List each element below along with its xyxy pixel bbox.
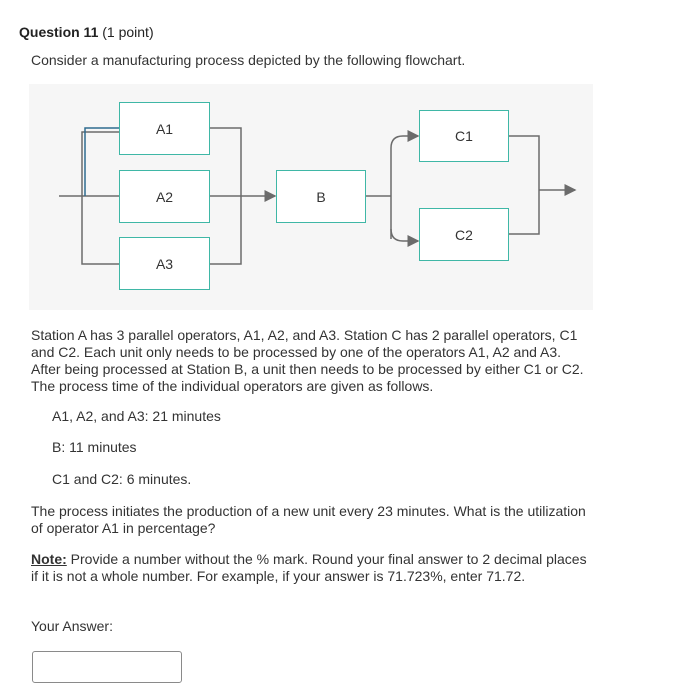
- answer-input[interactable]: [32, 651, 182, 683]
- flowchart: [29, 84, 593, 310]
- highlight-a1-line: [85, 128, 119, 196]
- split-a-line: [82, 132, 119, 264]
- question-title: Question 11: [19, 24, 99, 40]
- note-text: Provide a number without the % mark. Round your final answer to 2 decimal places if it is not a whole number. For example, if your answer is 71.723%, enter 71.72.: [31, 551, 587, 584]
- question-header: [19, 24, 154, 40]
- flowchart-box-c2: C2: [419, 208, 509, 261]
- flowchart-box-a3: A3: [119, 237, 210, 290]
- merge-c-line: [509, 136, 539, 234]
- note: [31, 551, 591, 585]
- task-text: The process initiates the production of a new unit every 23 minutes. What is the utilization of operator A1 in percentage?: [31, 503, 586, 536]
- flowchart-box-a2: A2: [119, 170, 210, 223]
- note-label: Note:: [31, 551, 67, 567]
- time-a: A1, A2, and A3: 21 minutes: [52, 408, 221, 424]
- arrow-to-c2: [391, 229, 418, 241]
- problem-description: Station A has 3 parallel operators, A1, A2, and A3. Station C has 2 parallel operators, C1 and C2. Each unit only needs to be processed by one of the operators A1, A2 and A3. After being processed at Station B, a unit then needs to be processed by either C1 or C2. The process time of the individual operators are given as follows.: [31, 327, 584, 394]
- answer-label: Your Answer:: [31, 618, 113, 634]
- question-intro: Consider a manufacturing process depicted by the following flowchart.: [31, 52, 466, 68]
- flowchart-box-a1: A1: [119, 102, 210, 155]
- time-b: B: 11 minutes: [52, 439, 137, 455]
- question-points: (1 point): [102, 24, 154, 40]
- time-c: C1 and C2: 6 minutes.: [52, 471, 192, 487]
- arrow-to-c1: [391, 136, 418, 148]
- flowchart-box-c1: C1: [419, 110, 509, 162]
- flowchart-box-b: B: [276, 170, 366, 223]
